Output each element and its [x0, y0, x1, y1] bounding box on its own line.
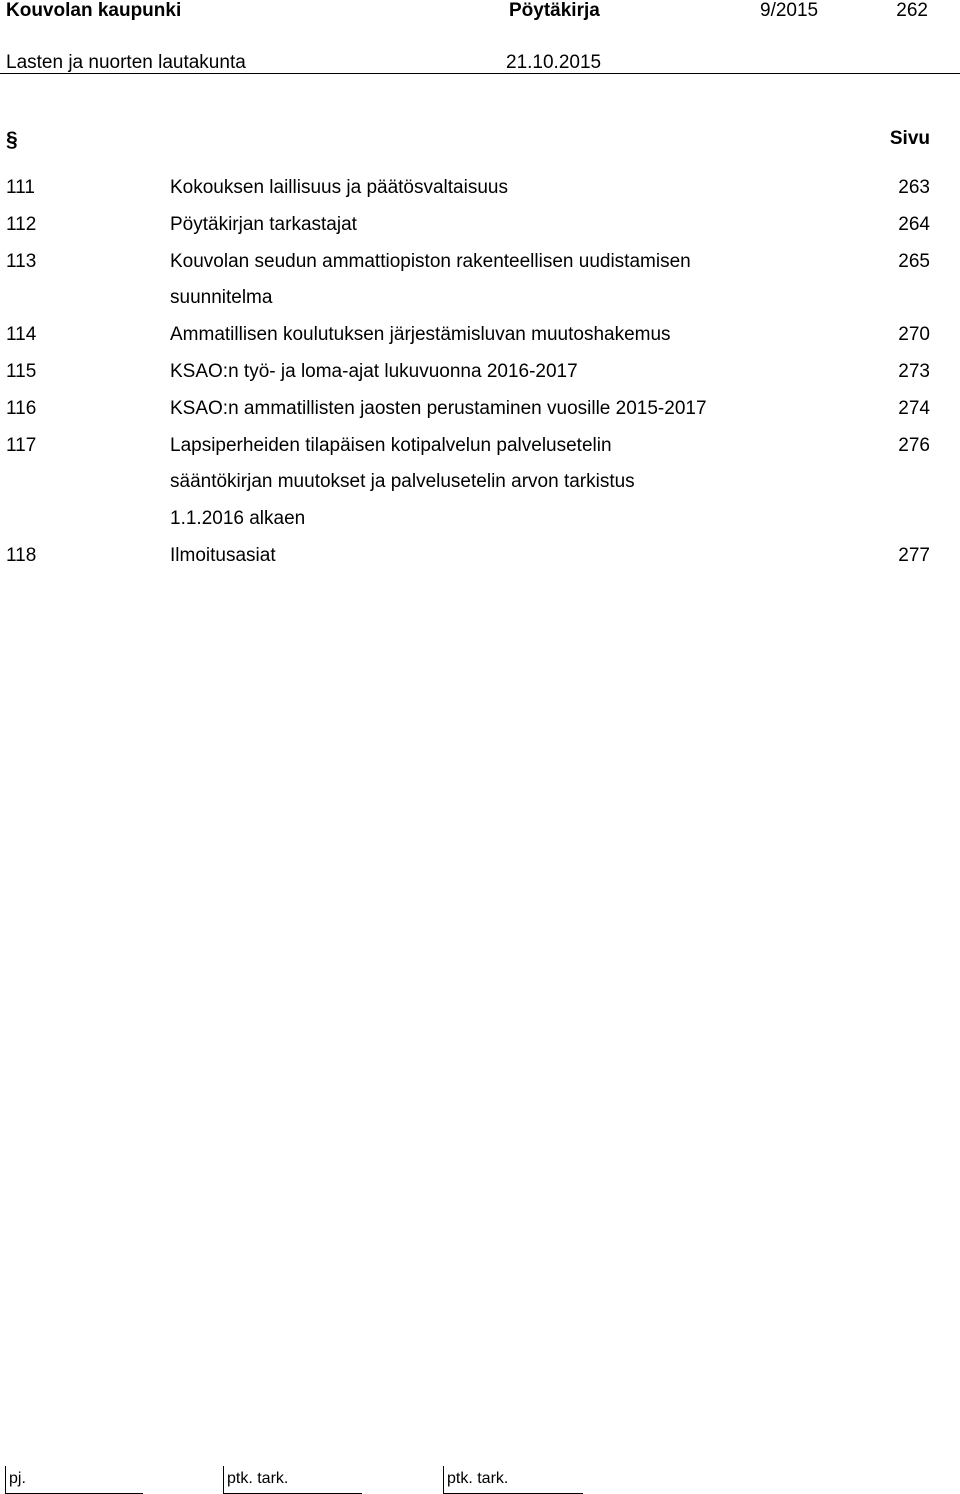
- organization-name: Kouvolan kaupunki: [6, 0, 182, 21]
- section-title-line: KSAO:n työ- ja loma-ajat lukuvuonna 2016-2017: [170, 360, 578, 382]
- header-divider: [0, 73, 960, 74]
- section-number: 115: [6, 360, 37, 382]
- section-number: 117: [6, 434, 37, 456]
- section-number: 111: [6, 177, 35, 198]
- committee-name: Lasten ja nuorten lautakunta: [6, 52, 246, 73]
- section-title: [170, 170, 810, 207]
- section-title-line: KSAO:n ammatillisten jaosten perustaminen vuosille 2015-2017: [170, 397, 707, 419]
- section-title-line: Kokouksen laillisuus ja päätösvaltaisuus: [170, 177, 508, 198]
- section-page: 264: [898, 213, 930, 235]
- section-title: [170, 538, 810, 575]
- section-number: 113: [6, 250, 37, 272]
- section-number: 116: [6, 397, 37, 419]
- section-symbol: §: [6, 128, 18, 151]
- table-of-contents: [0, 170, 960, 575]
- page-column-label: Sivu: [889, 128, 930, 149]
- meeting-date: 21.10.2015: [506, 52, 602, 73]
- section-page: 274: [898, 397, 930, 419]
- signature-line-chair: [5, 1466, 143, 1494]
- section-title: [170, 354, 810, 391]
- section-title-line: Ammatillisen koulutuksen järjestämisluvan muutoshakemus: [170, 324, 671, 346]
- signature-footer: [0, 1466, 960, 1494]
- section-title: [170, 391, 810, 428]
- section-page: 276: [898, 434, 930, 456]
- section-page: 273: [898, 360, 930, 382]
- document-type: Pöytäkirja: [509, 0, 600, 21]
- page-number: 262: [896, 0, 928, 21]
- section-page: 277: [898, 544, 930, 566]
- signature-label: pj.: [9, 1470, 26, 1487]
- signature-label: ptk. tark.: [447, 1470, 509, 1487]
- toc-row: [0, 317, 960, 354]
- section-title-line: Pöytäkirjan tarkastajat: [170, 213, 357, 235]
- signature-line-examiner-2: [443, 1466, 583, 1494]
- section-title-line: Lapsiperheiden tilapäisen kotipalvelun palvelusetelin: [170, 434, 612, 456]
- signature-line-examiner-1: [223, 1466, 362, 1494]
- toc-row: [0, 207, 960, 244]
- section-title: [170, 207, 810, 244]
- section-title-line: suunnitelma: [170, 287, 273, 309]
- toc-row: [0, 391, 960, 428]
- section-page: 265: [898, 250, 930, 272]
- section-title-line: sääntökirjan muutokset ja palvelusetelin arvon tarkistus: [170, 471, 635, 493]
- toc-row: [0, 538, 960, 575]
- toc-row: [0, 354, 960, 391]
- section-number: 114: [6, 324, 37, 346]
- issue-number: 9/2015: [760, 0, 819, 21]
- toc-row: [0, 244, 960, 318]
- section-page: 263: [898, 177, 930, 198]
- toc-row: [0, 428, 960, 538]
- section-title: [170, 244, 810, 318]
- section-number: 118: [6, 544, 37, 566]
- section-title: [170, 428, 810, 538]
- section-title-line: Ilmoitusasiat: [170, 544, 276, 566]
- section-number: 112: [6, 213, 37, 235]
- signature-label: ptk. tark.: [227, 1470, 289, 1487]
- section-page: 270: [898, 324, 930, 346]
- section-title-line: 1.1.2016 alkaen: [170, 508, 306, 530]
- section-title-line: Kouvolan seudun ammattiopiston rakenteellisen uudistamisen: [170, 250, 691, 272]
- section-title: [170, 317, 810, 354]
- toc-row: [0, 170, 960, 207]
